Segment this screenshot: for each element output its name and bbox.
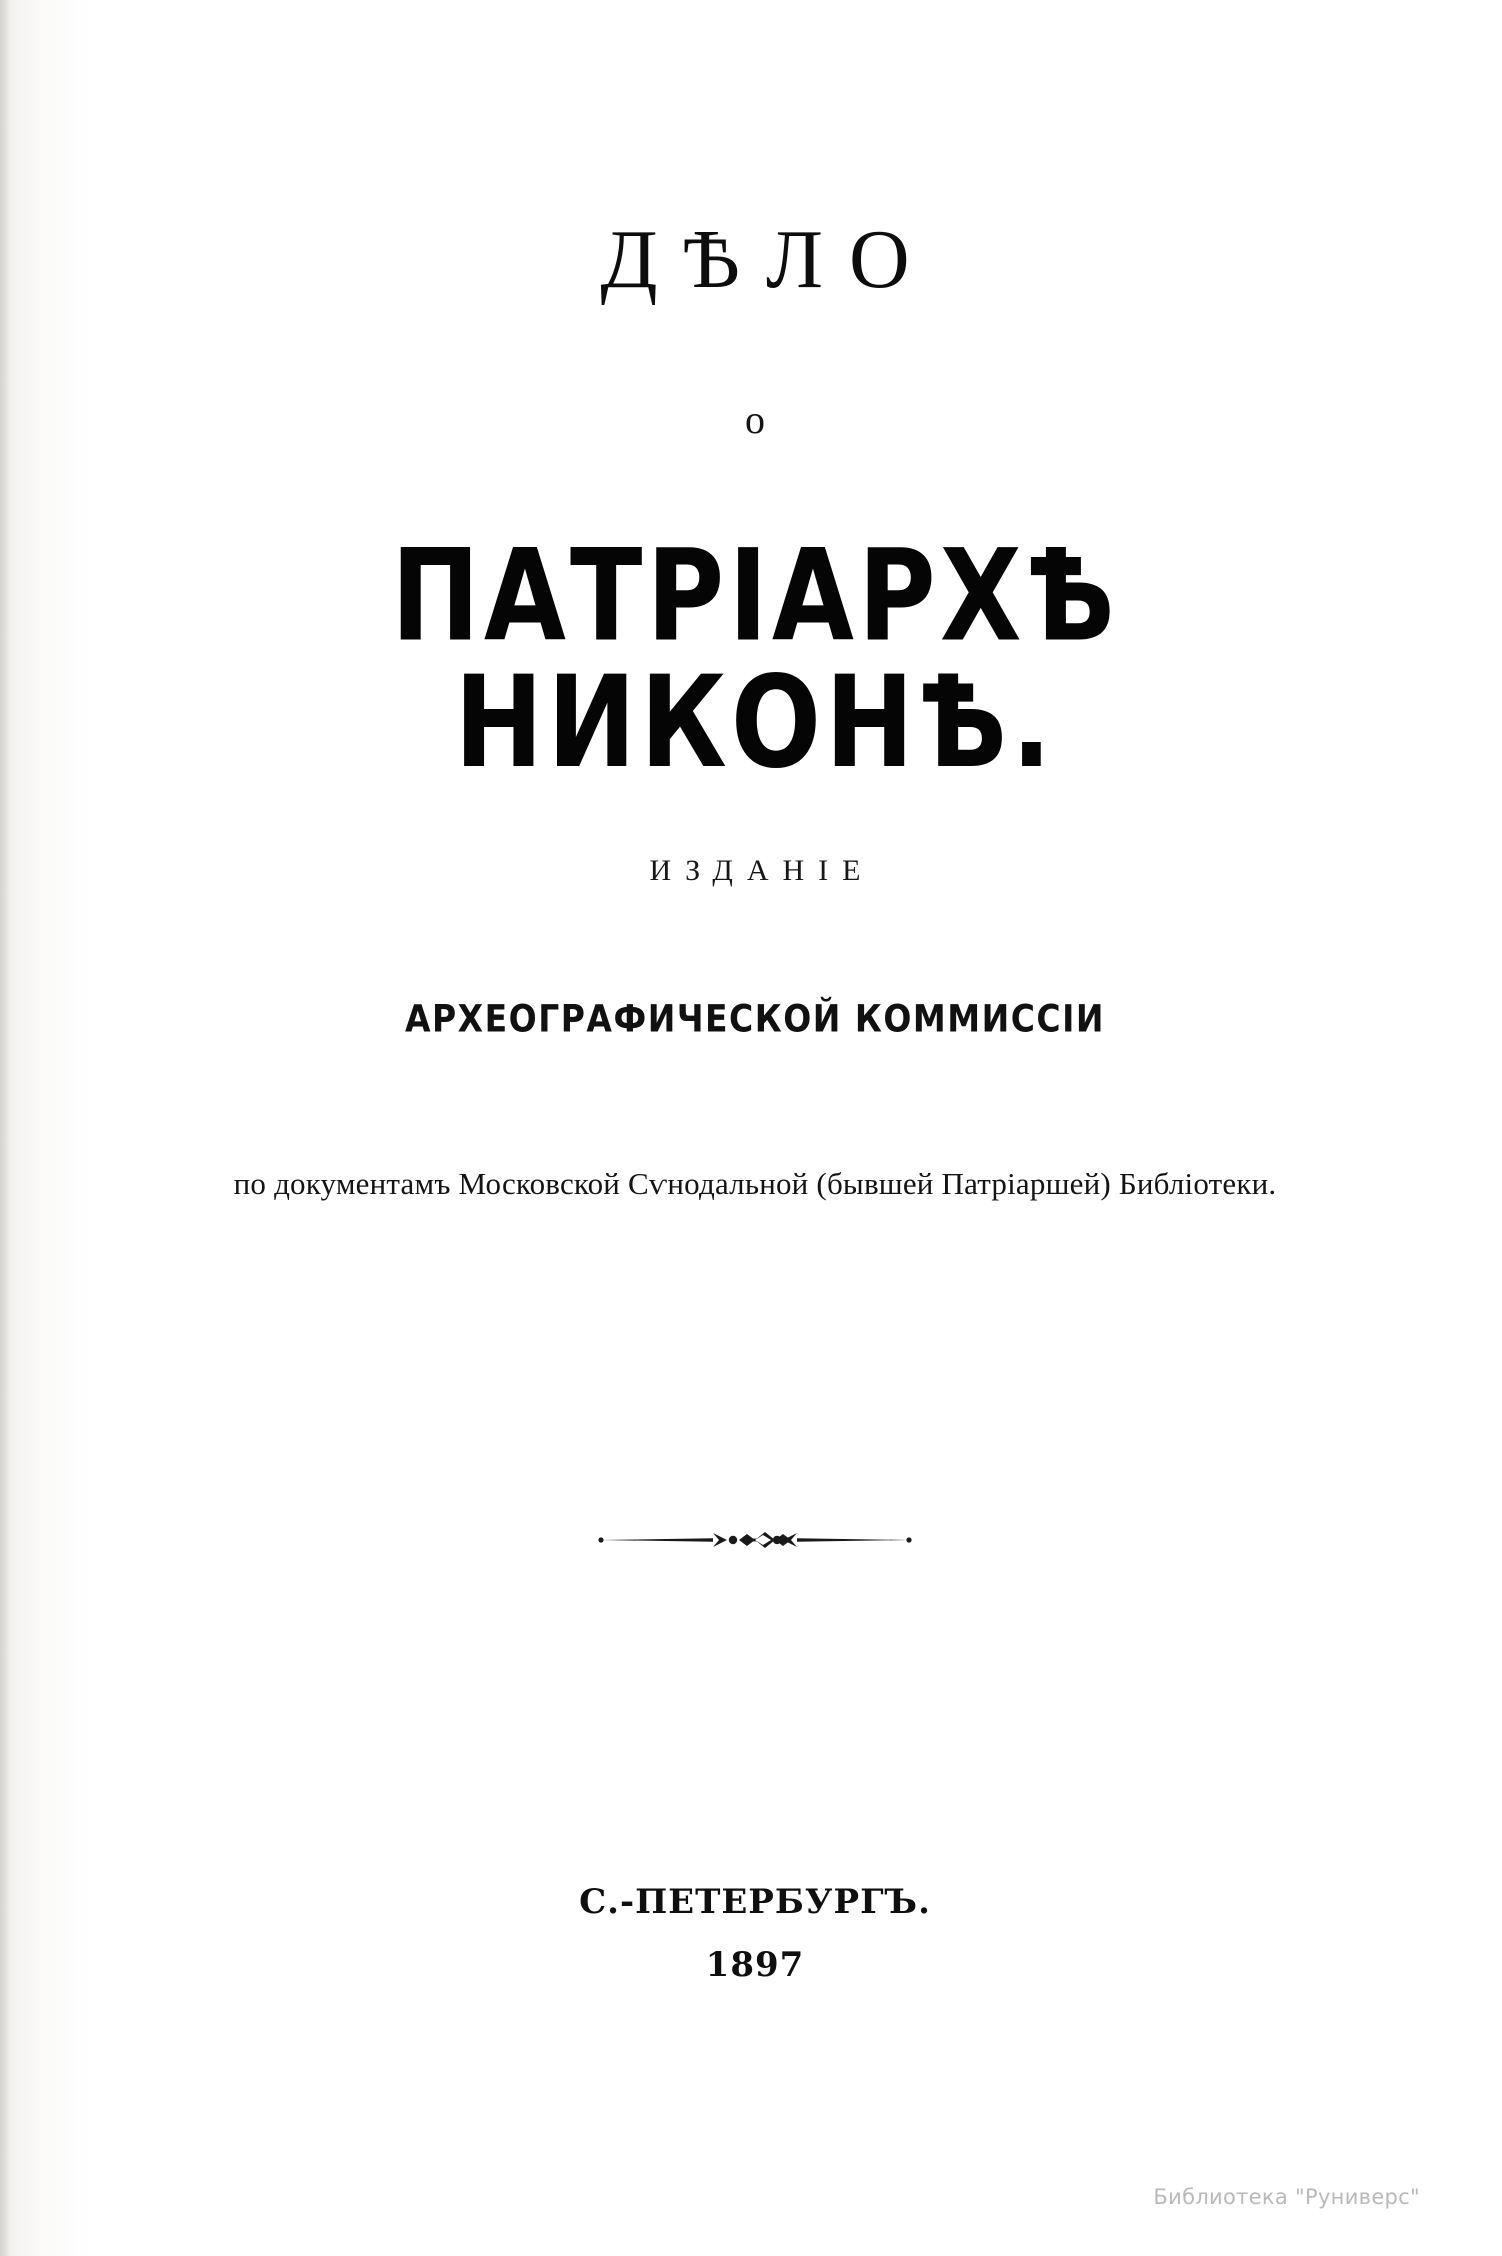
publication-place: С.-ПЕТЕРБУРГЪ. xyxy=(579,1882,931,1922)
title-connector: о xyxy=(745,397,765,442)
library-watermark: Библиотека "Руниверс" xyxy=(1153,2185,1420,2209)
imprint-edition-label: ИЗДАНІЕ xyxy=(649,854,875,887)
ornamental-divider-icon xyxy=(90,1520,1420,1560)
page-title: ДѢЛО xyxy=(600,213,936,306)
title-page xyxy=(90,0,1420,2256)
publication-year: 1897 xyxy=(705,1945,805,1985)
imprint-publisher: АРХЕОГРАФИЧЕСКОЙ КОММИССІИ xyxy=(404,996,1106,1041)
title-subject: ПАТРІАРХѢ НИКОНѢ. xyxy=(391,521,1119,797)
imprint-source-note: по документамъ Московской Сѵнодальной (бывшей Патріаршей) Библіотеки. xyxy=(233,1166,1277,1201)
